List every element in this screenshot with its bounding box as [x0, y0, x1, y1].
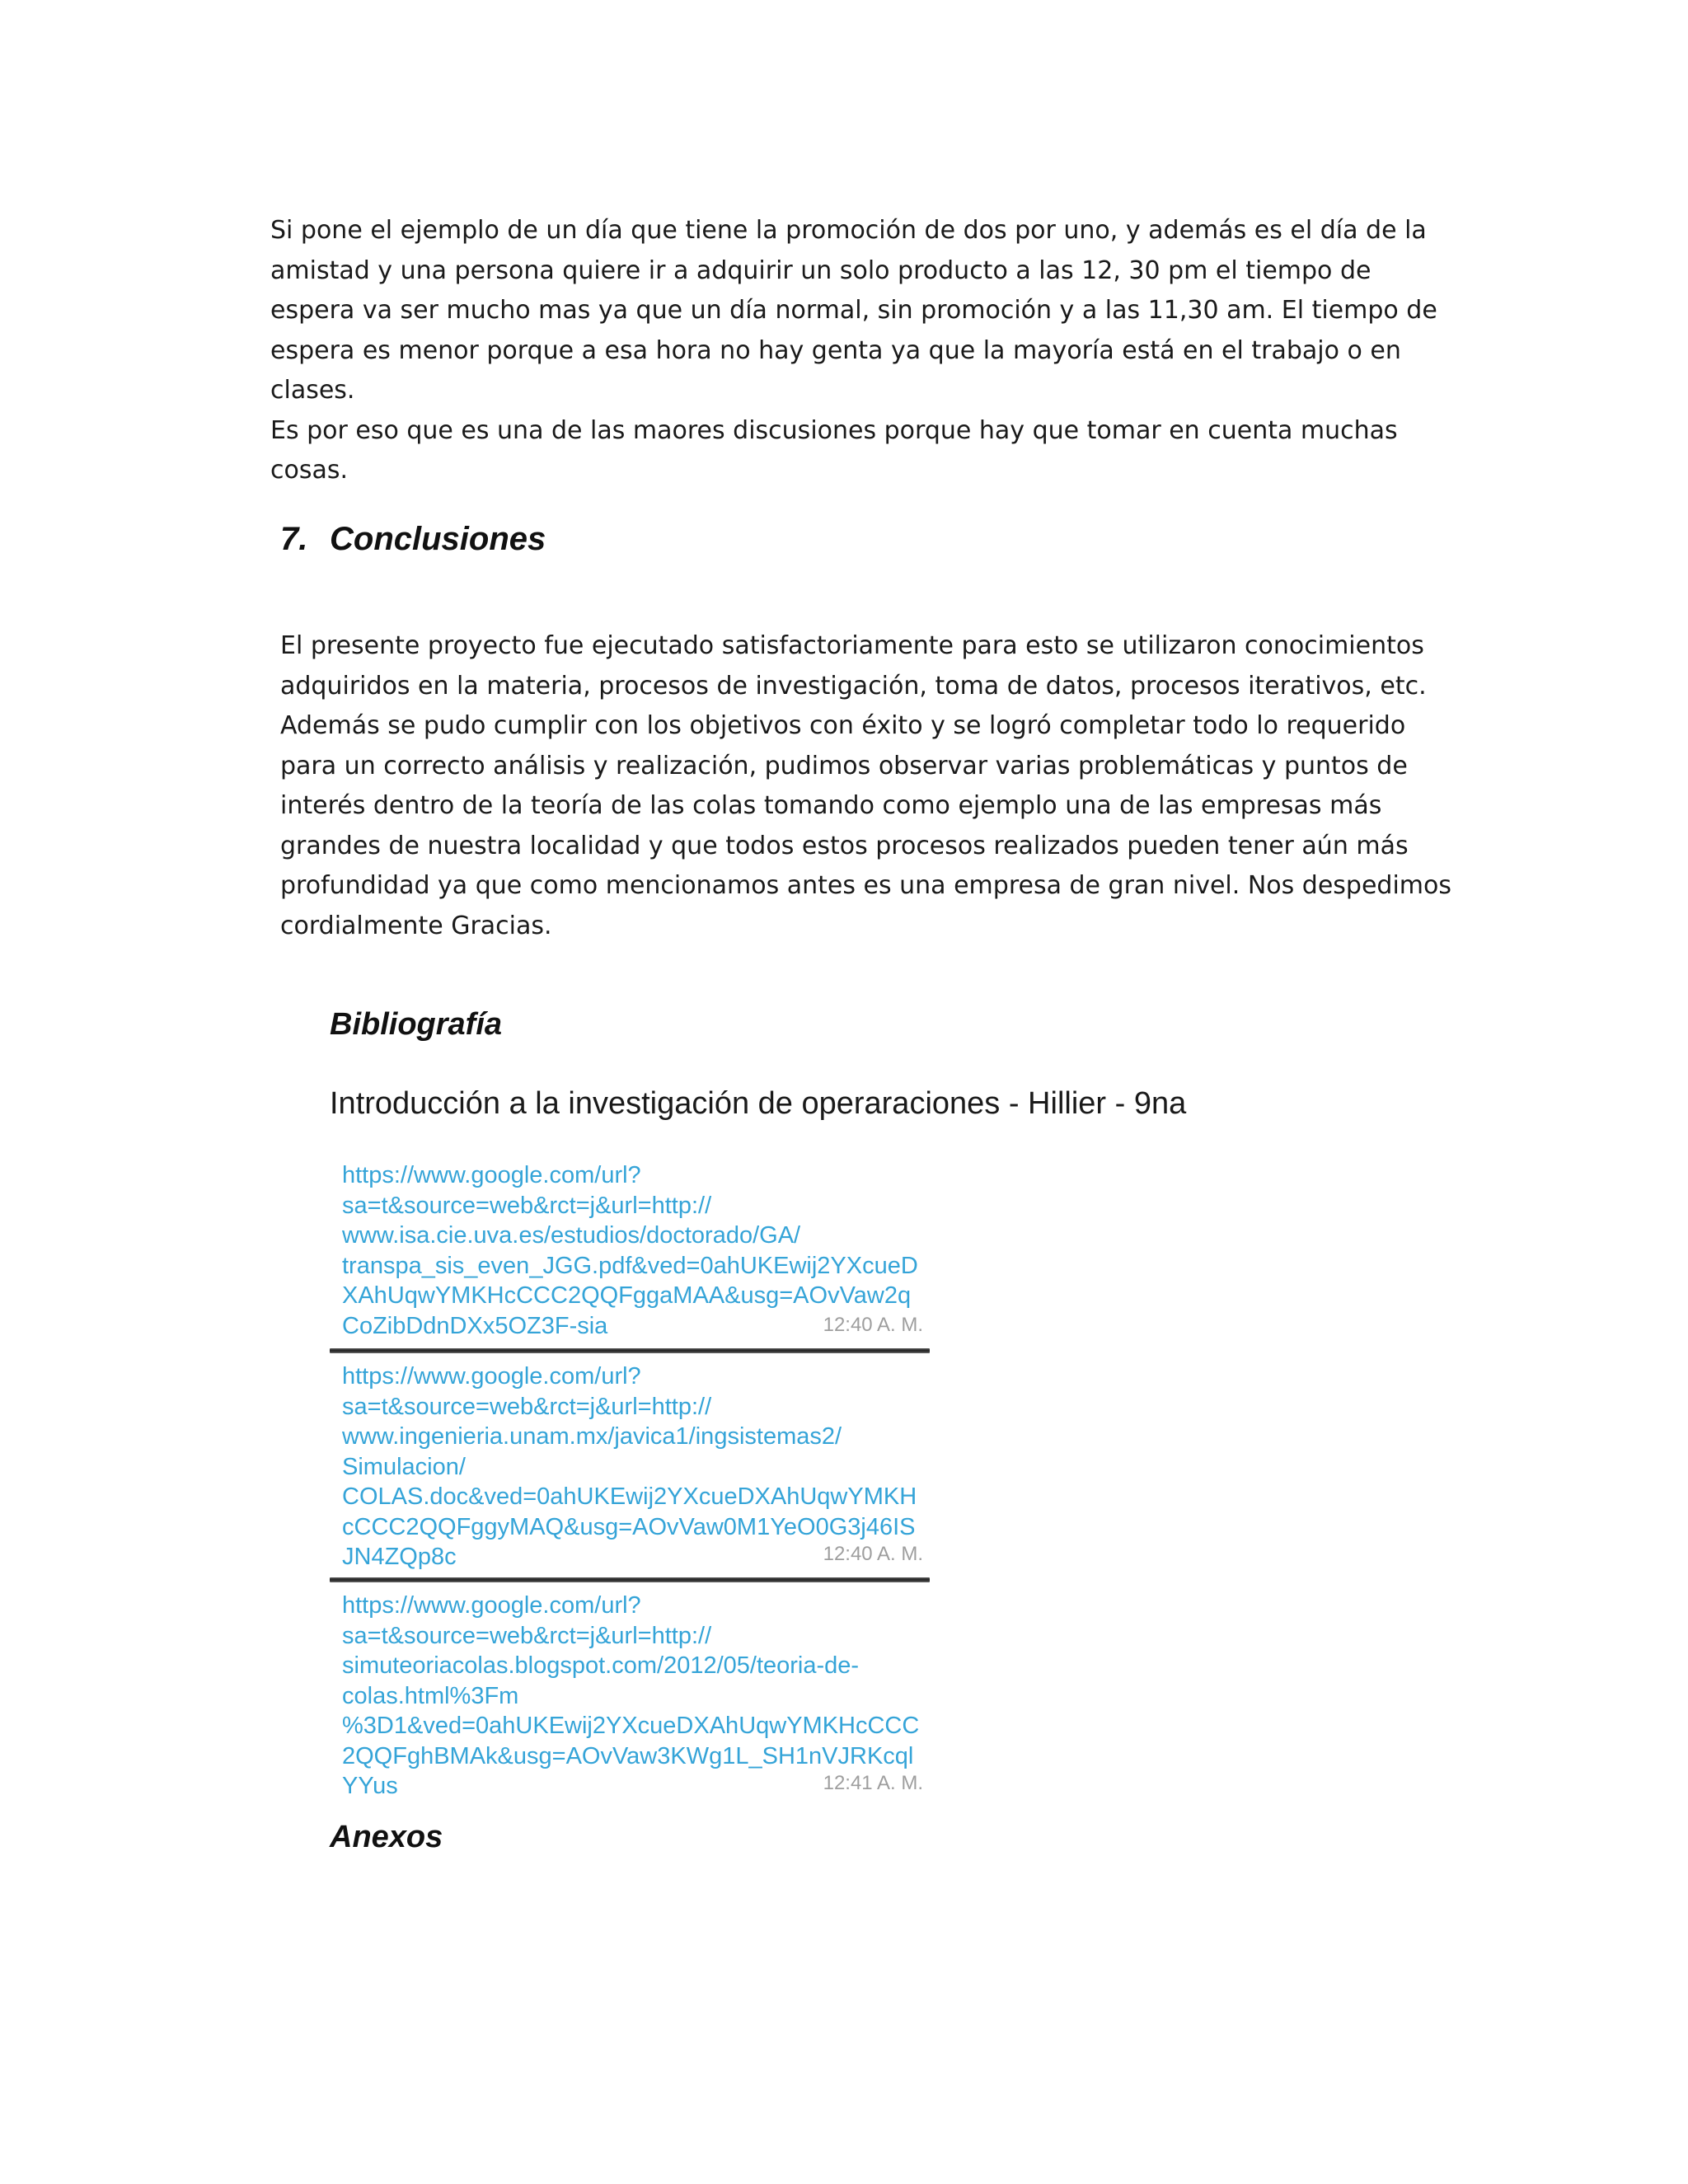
link-line: sa=t&source=web&rct=j&url=http:// [342, 1622, 712, 1649]
card-divider [330, 1577, 930, 1582]
link-line: sa=t&source=web&rct=j&url=http:// [342, 1393, 712, 1420]
bibliography-link[interactable] [342, 1361, 917, 1572]
link-line: Simulacion/ [342, 1453, 466, 1480]
bibliography-link[interactable] [342, 1591, 920, 1802]
message-timestamp: 12:40 A. M. [823, 1314, 923, 1336]
link-line: CoZibDdnDXx5OZ3F-sia [342, 1312, 608, 1339]
link-line: https://www.google.com/url? [342, 1162, 641, 1188]
conclusions-body [280, 626, 1467, 946]
intro-text [270, 211, 1457, 491]
link-line: 2QQFghBMAk&usg=AOvVaw3KWg1L_SH1nVJRKcql [342, 1742, 914, 1769]
link-line: %3D1&ved=0ahUKEwij2YXcueDXAhUqwYMKHcCCC [342, 1713, 920, 1739]
message-timestamp: 12:41 A. M. [823, 1772, 923, 1794]
link-line: https://www.google.com/url? [342, 1363, 641, 1390]
link-card [330, 1159, 930, 1343]
link-line: YYus [342, 1773, 398, 1799]
intro-paragraph-1: Si pone el ejemplo de un día que tiene la promoción de dos por uno, y además es el día de la amistad y una persona quiere ir a adquirir un solo producto a las 12, 30 pm el tiempo de espera va ser mucho mas ya que un día normal, sin promoción y a las 11,30 am. El tiempo de espera es menor porque a esa hora no hay genta ya que la mayoría está en el trabajo o en clases. [270, 216, 1437, 405]
link-line: transpa_sis_even_JGG.pdf&ved=0ahUKEwij2YXcueD [342, 1252, 918, 1279]
link-line: XAhUqwYMKHcCCC2QQFggaMAA&usg=AOvVaw2q [342, 1282, 912, 1309]
link-line: https://www.google.com/url? [342, 1592, 641, 1619]
link-line: www.isa.cie.uva.es/estudios/doctorado/GA/ [342, 1222, 801, 1249]
link-line: simuteoriacolas.blogspot.com/2012/05/teoria-de- [342, 1652, 860, 1679]
bibliography-heading: Bibliografía [330, 1007, 503, 1042]
link-card [330, 1591, 930, 1802]
bibliography-link-screenshots [330, 1159, 930, 1802]
conclusions-heading [280, 521, 546, 558]
link-line: JN4ZQp8c [342, 1544, 457, 1570]
section-number: 7. [280, 521, 308, 557]
bibliography-book-reference: Introducción a la investigación de operaraciones - Hillier - 9na [330, 1086, 1187, 1121]
link-card [330, 1361, 930, 1572]
link-line: www.ingenieria.unam.mx/javica1/ingsistemas2/ [342, 1423, 842, 1450]
card-divider [330, 1348, 930, 1353]
conclusions-paragraph: El presente proyecto fue ejecutado satisfactoriamente para esto se utilizaron conocimientos adquiridos en la materia, procesos de investigación, toma de datos, procesos iterativos, etc. Además se pudo cumplir con los objetivos con éxito y se logró completar todo lo requerido para un correcto análisis y realización, pudimos observar varias problemáticas y puntos de interés dentro de la teoría de las colas tomando como ejemplo una de las empresas más grandes de nuestra localidad y que todos estos procesos realizados pueden tener aún más profundidad ya que como mencionamos antes es una empresa de gran nivel. Nos despedimos cordialmente Gracias. [280, 631, 1452, 940]
message-timestamp: 12:40 A. M. [823, 1543, 923, 1565]
link-line: COLAS.doc&ved=0ahUKEwij2YXcueDXAhUqwYMKH [342, 1483, 917, 1510]
intro-paragraph-2: Es por eso que es una de las maores discusiones porque hay que tomar en cuenta muchas cosas. [270, 415, 1398, 485]
link-line: colas.html%3Fm [342, 1682, 519, 1709]
annexes-heading: Anexos [330, 1820, 443, 1854]
section-title: Conclusiones [330, 521, 546, 557]
link-line: sa=t&source=web&rct=j&url=http:// [342, 1192, 712, 1219]
link-line: cCCC2QQFggyMAQ&usg=AOvVaw0M1YeO0G3j46IS [342, 1513, 916, 1540]
